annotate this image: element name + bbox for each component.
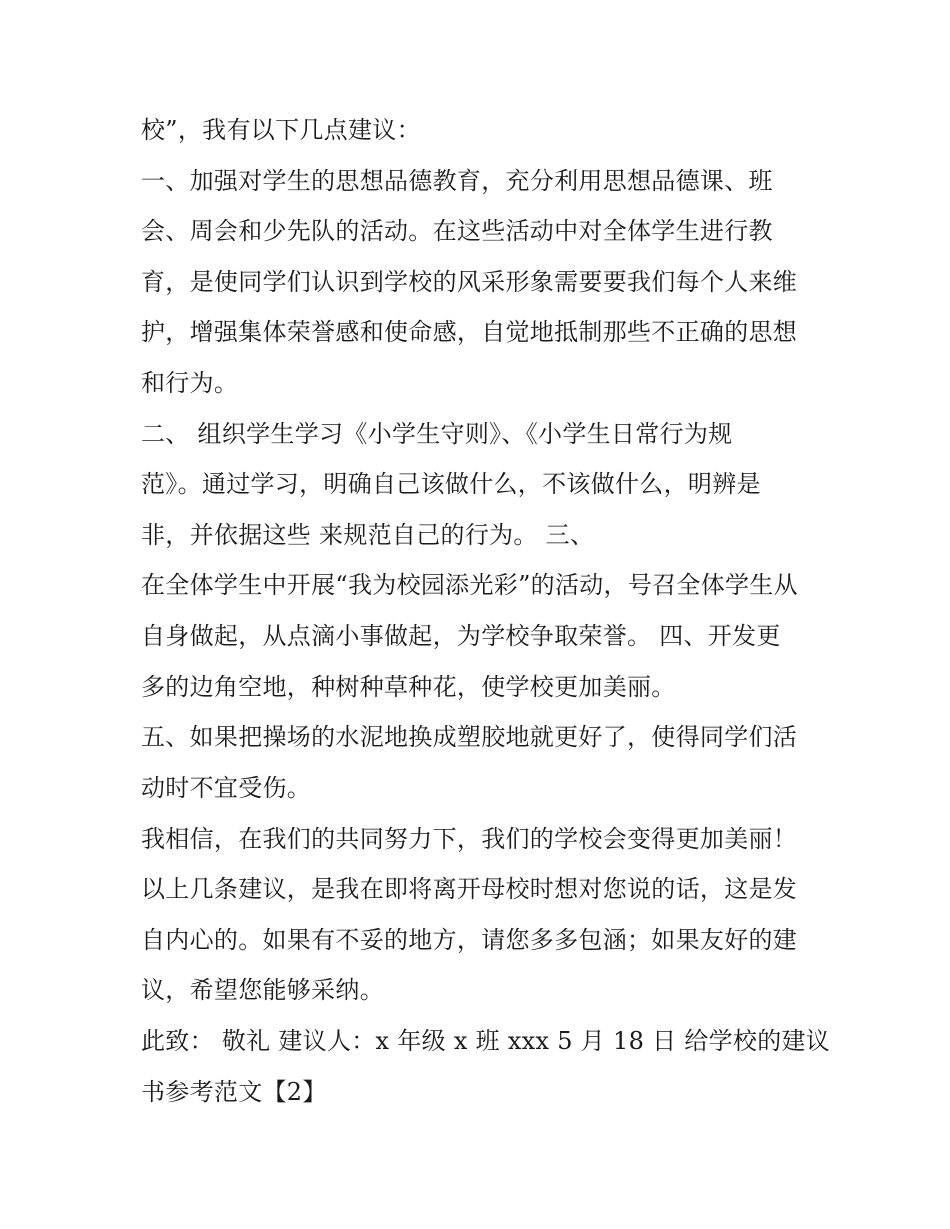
text-line-5: 护，增强集体荣誉感和使命感，自觉地抵制那些不正确的思想 [141,318,798,346]
text-line-17: 自内心的。如果有不妥的地方，请您多多包涵；如果友好的建 [141,926,798,954]
text-line-20: 书参考范文【2】 [141,1078,327,1106]
text-line-10: 在全体学生中开展“我为校园添光彩”的活动，号召全体学生从 [141,571,798,599]
text-line-14: 动时不宜受伤。 [141,774,312,802]
text-line-11: 自身做起，从点滴小事做起，为学校争取荣誉。 四、开发更 [141,622,781,650]
text-line-9: 非，并依据这些 来规范自己的行为。 三、 [141,521,595,549]
text-line-7: 二、 组织学生学习《小学生守则》、《小学生日常行为规 [141,420,733,448]
text-line-16: 以上几条建议，是我在即将离开母校时想对您说的话，这是发 [141,875,798,903]
text-line-6: 和行为。 [141,369,239,397]
text-line-8: 范》。通过学习，明确自己该做什么，不该做什么，明辨是 [141,470,761,498]
text-line-18: 议，希望您能够采纳。 [141,976,384,1004]
text-line-15: 我相信，在我们的共同努力下，我们的学校会变得更加美丽！ [141,825,798,853]
text-line-3: 会、周会和少先队的活动。在这些活动中对全体学生进行教 [141,217,773,245]
text-line-13: 五、如果把操场的水泥地换成塑胶地就更好了，使得同学们活 [141,723,798,751]
text-line-2: 一、加强对学生的思想品德教育，充分利用思想品德课、班 [141,167,773,195]
text-line-19: 此致： 敬礼 建议人：x 年级 x 班 xxx 5 月 18 日 给学校的建议 [141,1027,831,1055]
text-line-12: 多的边角空地，种树种草种花，使学校更加美丽。 [141,673,676,701]
text-line-4: 育，是使同学们认识到学校的风采形象需要要我们每个人来维 [141,268,798,296]
text-line-1: 校”，我有以下几点建议： [141,116,421,144]
